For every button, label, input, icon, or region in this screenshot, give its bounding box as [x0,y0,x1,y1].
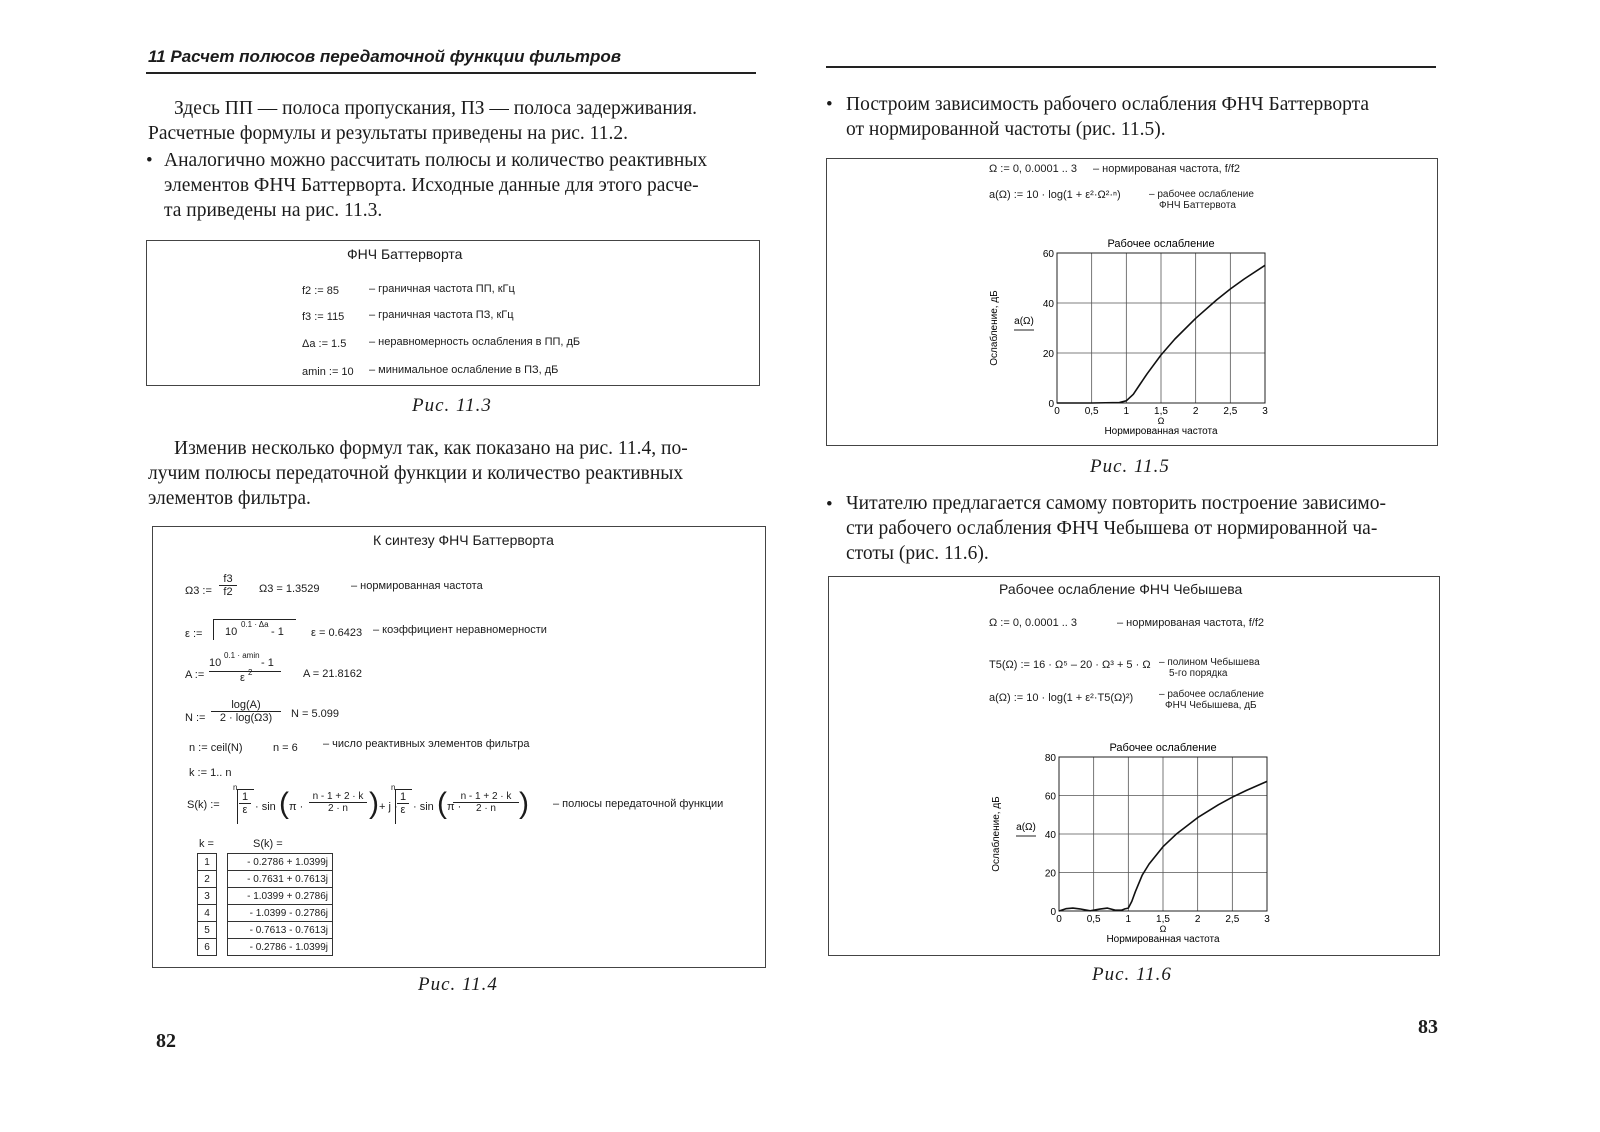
y-tick-label: 0 [1050,907,1056,918]
figure-title: Рабочее ослабление ФНЧ Чебышева [999,581,1243,597]
def-comment: – нормированая частота, f/f2 [1117,617,1265,629]
def-comment: – полином Чебышева [1159,657,1260,668]
fraction-numerator [209,653,281,669]
fraction-numerator: log(A) [231,699,261,711]
paragraph-line: элементов фильтра. [148,488,311,509]
root-index: n [391,783,396,792]
k-cell: 4 [198,905,217,922]
pi-label: π · [289,801,304,813]
paren-left: ( [279,787,289,820]
k-cell: 1 [198,854,217,871]
x-tick-label: 2,5 [1225,914,1240,925]
plus-j: + j · [379,801,398,813]
x-axis-label: Нормированная частота [1104,426,1218,437]
bullet-dot: • [146,150,153,171]
k-expr: k := 1.. n [189,767,232,779]
paragraph-line: от нормированной частоты (рис. 11.5). [846,119,1166,140]
S-lhs: S(k) := [187,799,220,811]
paragraph-line: лучим полюсы передаточной функции и количество реактивных [148,463,684,484]
sin-fraction [453,791,519,814]
def-comment-block [1159,657,1260,679]
table-row [198,905,217,922]
table-row [228,854,333,871]
x-axis-symbol: Ω [1159,924,1167,934]
bullet-paragraph-2 [846,92,1436,142]
omega3-result: Ω3 = 1.3529 [259,583,320,595]
x-axis-symbol: Ω [1157,416,1165,426]
x-tick-label: 3 [1262,406,1268,417]
y-axis-symbol: a(Ω) [1014,316,1034,327]
paragraph-2 [148,436,756,511]
def-comment: – рабочее ослабление [1159,689,1264,700]
figure-caption: Рис. 11.6 [1092,964,1172,985]
def-comment: – рабочее ослабление [1149,189,1254,200]
x-tick-label: 0 [1056,914,1062,925]
s-cell: - 0.7631 + 0.7613j [228,871,333,888]
N-fraction [211,699,281,724]
figure-11-4 [152,526,766,968]
s-table [227,853,333,956]
fraction-denominator: 2 · log(Ω3) [219,712,273,724]
table-row [198,939,217,956]
omega3-fraction [219,573,237,598]
figure-caption: Рис. 11.3 [412,395,492,416]
s-cell: - 0.2786 - 1.0399j [228,939,333,956]
x-tick-label: 1 [1123,406,1130,417]
paragraph-line: сти рабочего ослабления ФНЧ Чебышева от нормированной ча- [846,518,1378,539]
paren-right: ) [519,787,529,820]
param-expr: f3 := 115 [302,311,345,323]
chebyshev-attenuation-chart [979,737,1279,951]
param-expr: amin := 10 [302,366,354,378]
y-tick-label: 40 [1044,830,1056,841]
eps-tail: - 1 [271,626,284,638]
fraction-numerator: 1 [399,791,407,803]
paragraph-line: Читателю предлагается самому повторить построение зависимо- [846,493,1387,514]
s-cell: - 1.0399 + 0.2786j [228,888,333,905]
def-expr: a(Ω) := 10 · log(1 + ε²·T5(Ω)²) [989,692,1134,704]
paragraph-line: та приведены на рис. 11.3. [164,200,383,221]
figure-title: ФНЧ Баттерворта [347,246,463,262]
x-tick-label: 3 [1264,914,1270,925]
figure-caption: Рис. 11.4 [418,974,498,995]
k-cell: 3 [198,888,217,905]
root-fraction [239,791,251,816]
fraction-numerator: n - 1 + 2 · k [312,791,364,802]
header-rule-left [146,72,756,74]
bullet-paragraph-3 [846,491,1436,566]
figure-11-5 [826,158,1438,446]
def-expr: a(Ω) := 10 · log(1 + ε²·Ω²·ⁿ) [989,189,1121,201]
page-number: 82 [156,1030,176,1052]
paragraph-line: Здесь ПП — полоса пропускания, ПЗ — полоса задерживания. [174,98,698,119]
param-comment: – граничная частота ПЗ, кГц [369,309,514,321]
fraction-denominator: 2 · n [475,803,496,814]
y-axis-label: Ослабление, дБ [989,290,1000,366]
table-row [228,922,333,939]
def-comment-block [1149,189,1254,211]
param-comment: – неравномерность ослабления в ПП, дБ [369,336,581,348]
x-tick-label: 2 [1194,914,1201,925]
table-row [198,922,217,939]
fraction-denominator: ε [242,804,248,816]
def-comment-block [1159,689,1264,711]
y-tick-label: 0 [1048,399,1054,410]
A-num-tail: - 1 [261,657,274,669]
paragraph-1 [148,96,756,146]
def-expr: Ω := 0, 0.0001 .. 3 [989,617,1078,629]
fraction-numerator: f3 [223,573,233,585]
k-cell: 6 [198,939,217,956]
fraction-numerator: 1 [241,791,249,803]
A-den-exponent: 2 [248,668,253,677]
chart-title: Рабочее ослабление [1107,238,1215,250]
sin-label: · sin [413,801,434,813]
n-expr: n := ceil(N) [189,742,243,754]
paragraph-line: элементов ФНЧ Баттерворта. Исходные данные для этого расче- [164,175,699,196]
bullet-dot: • [826,94,833,115]
N-result: N = 5.099 [291,708,340,720]
figure-caption: Рис. 11.5 [1090,456,1170,477]
table-row [198,871,217,888]
pi-label: π · [447,801,462,813]
header-rule-right [826,66,1436,68]
omega3-lhs: Ω3 := [185,585,212,597]
A-num-base: 10 [209,657,222,669]
n-result: n = 6 [273,742,298,754]
A-fraction [209,653,281,686]
table-row [198,854,217,871]
bullet-paragraph-1 [164,148,756,223]
A-den: ε [240,672,245,684]
s-cell: - 1.0399 - 0.2786j [228,905,333,922]
y-tick-label: 60 [1042,249,1054,260]
bullet-dot: • [826,494,833,515]
y-tick-label: 40 [1042,299,1054,310]
table-row [228,939,333,956]
sin-fraction [309,791,367,814]
eps-lhs: ε := [185,628,203,640]
y-tick-label: 20 [1044,868,1056,880]
N-lhs: N := [185,712,206,724]
chart-title: Рабочее ослабление [1109,742,1217,754]
eps-base: 10 [225,626,238,638]
x-tick-label: 0,5 [1086,914,1101,925]
eps-result: ε = 0.6423 [311,627,363,639]
s-header: S(k) = [253,838,283,850]
page-number: 83 [1418,1016,1438,1038]
eps-exponent: 0.1 · Δa [241,620,269,629]
y-tick-label: 80 [1044,753,1056,764]
x-tick-label: 1,5 [1156,914,1170,925]
root-index: n [233,783,238,792]
x-tick-label: 2,5 [1223,406,1238,417]
A-result: A = 21.8162 [303,668,363,680]
def-expr: Ω := 0, 0.0001 .. 3 [989,163,1078,175]
def-expr: T5(Ω) := 16 · Ω⁵ – 20 · Ω³ + 5 · Ω [989,659,1151,671]
k-header: k = [199,838,214,850]
figure-11-6 [828,576,1440,956]
sin-label: · sin [255,801,276,813]
S-comment: – полюсы передаточной функции [553,798,724,810]
x-tick-label: 1 [1125,914,1132,925]
def-comment: ФНЧ Баттервота [1159,200,1236,211]
y-axis-label: Ослабление, дБ [991,796,1002,872]
x-axis-label: Нормированная частота [1106,934,1220,945]
table-row [228,871,333,888]
table-row [228,905,333,922]
paren-left: ( [437,787,447,820]
fraction-denominator: f2 [223,586,233,598]
paragraph-line: стоты (рис. 11.6). [846,543,989,564]
A-num-exponent: 0.1 · amin [224,651,260,660]
table-row [198,888,217,905]
k-table [197,853,217,956]
param-expr: Δa := 1.5 [302,338,347,350]
y-tick-label: 20 [1042,349,1054,360]
fraction-denominator: 2 · n [327,803,348,814]
running-head: 11 Расчет полюсов передаточной функции фильтров [148,47,622,66]
s-cell: - 0.7613 - 0.7613j [228,922,333,939]
x-tick-label: 0 [1054,406,1060,417]
paragraph-line: Изменив несколько формул так, как показано на рис. 11.4, по- [174,438,688,459]
table-row [228,888,333,905]
butterworth-attenuation-chart [977,233,1277,443]
paragraph-line: Построим зависимость рабочего ослабления ФНЧ Баттерворта [846,94,1370,115]
figure-11-3 [146,240,760,386]
root-fraction [397,791,409,816]
s-cell: - 0.2786 + 1.0399j [228,854,333,871]
y-axis-symbol: a(Ω) [1016,822,1036,833]
fraction-denominator [209,668,281,686]
figure-title: К синтезу ФНЧ Баттерворта [373,532,554,548]
x-tick-label: 1,5 [1154,406,1168,417]
omega3-comment: – нормированная частота [351,580,483,592]
param-expr: f2 := 85 [302,285,340,297]
param-comment: – минимальное ослабление в ПЗ, дБ [369,364,559,376]
x-tick-label: 2 [1192,406,1199,417]
def-comment: – нормированая частота, f/f2 [1093,163,1241,175]
def-comment: ФНЧ Чебышева, дБ [1165,700,1257,711]
param-comment: – граничная частота ПП, кГц [369,283,515,295]
eps-comment: – коэффициент неравномерности [373,624,547,636]
k-cell: 2 [198,871,217,888]
fraction-numerator: n - 1 + 2 · k [460,791,512,802]
k-cell: 5 [198,922,217,939]
A-lhs: A := [185,669,205,681]
paragraph-line: Расчетные формулы и результаты приведены на рис. 11.2. [148,123,628,144]
n-comment: – число реактивных элементов фильтра [323,738,530,750]
fraction-denominator: ε [400,804,406,816]
y-tick-label: 60 [1044,791,1056,803]
paren-right: ) [369,787,379,820]
x-tick-label: 0,5 [1084,406,1099,417]
def-comment: 5-го порядка [1169,668,1228,679]
paragraph-line: Аналогично можно рассчитать полюсы и количество реактивных [164,150,708,171]
